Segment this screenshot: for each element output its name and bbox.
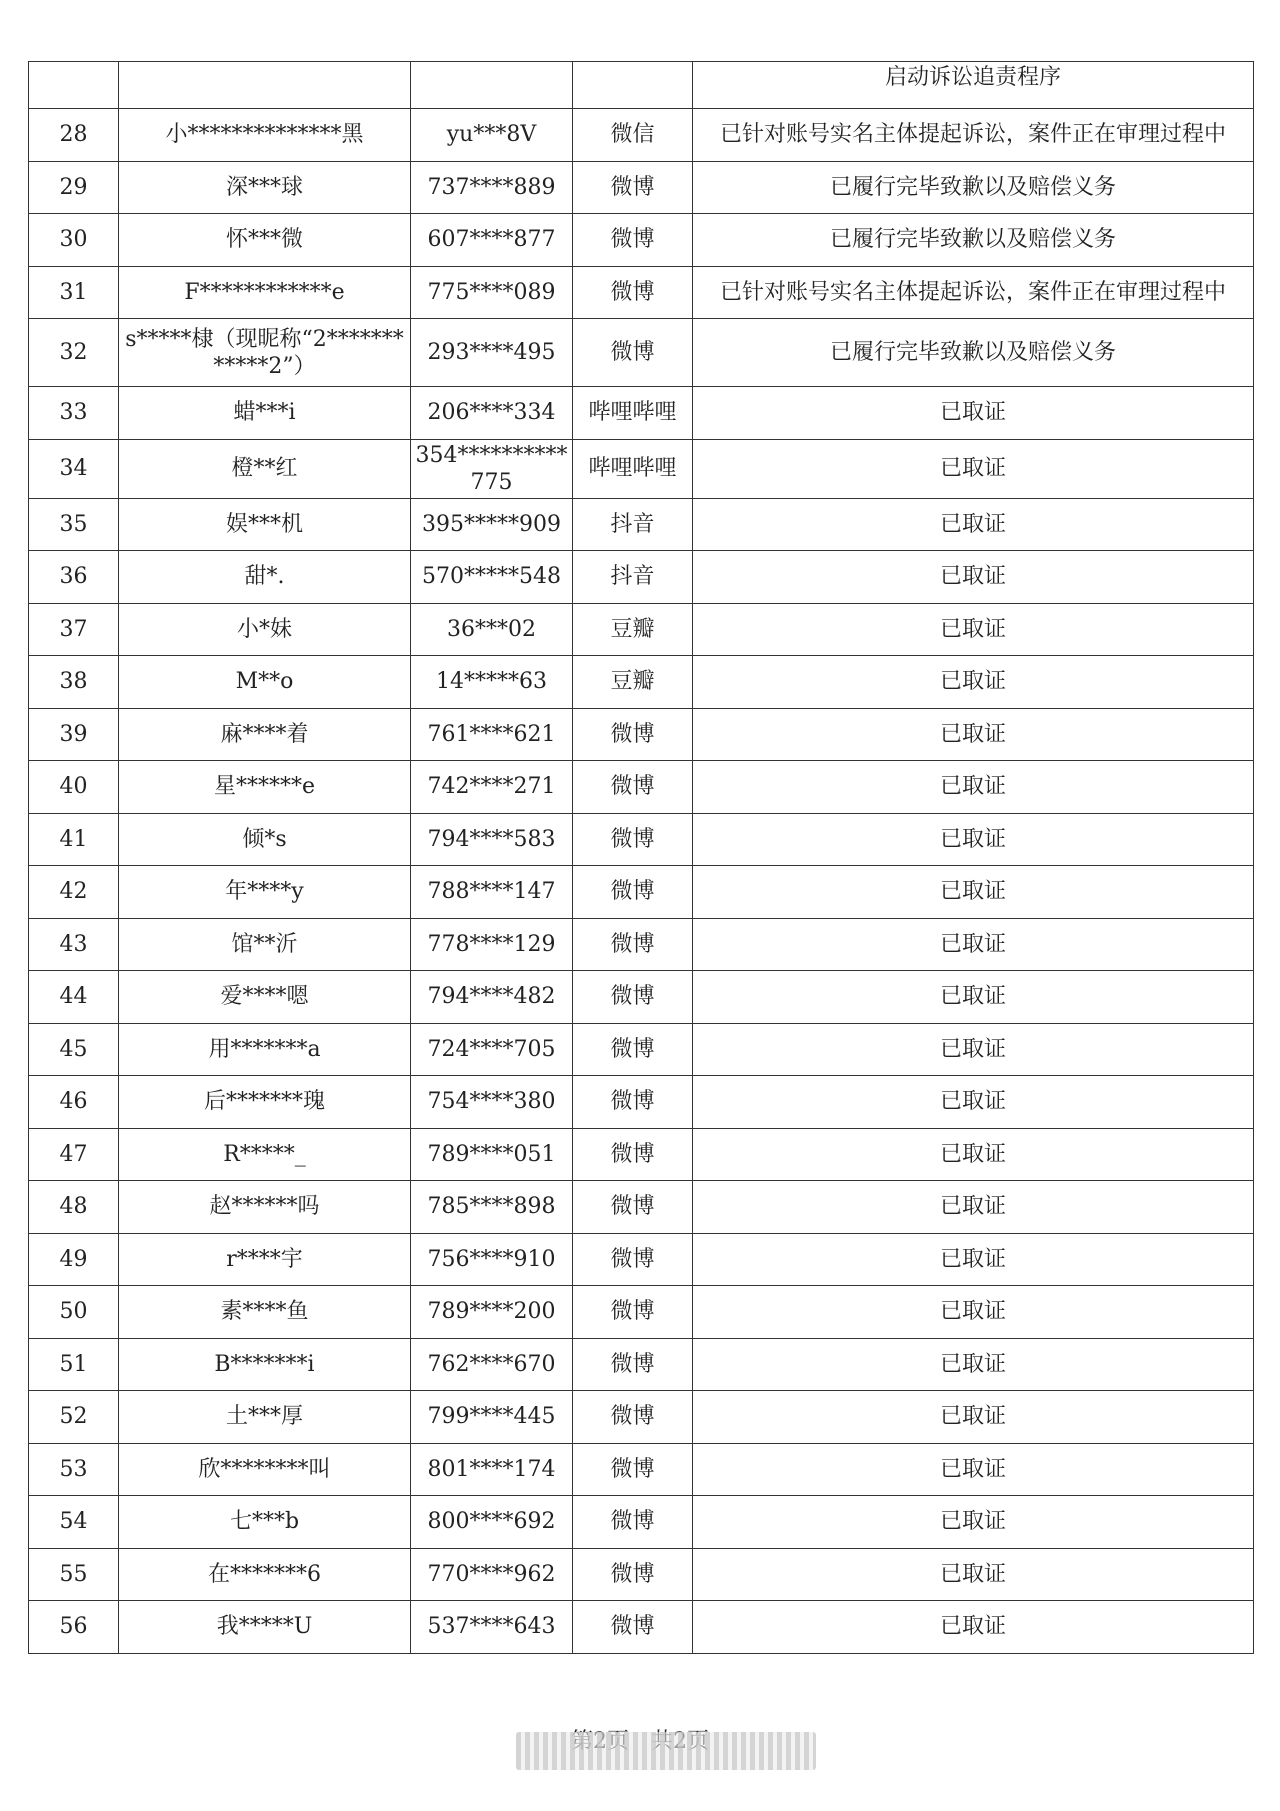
cell-status: 已取证 bbox=[693, 1076, 1254, 1129]
cell-status: 已取证 bbox=[693, 1443, 1254, 1496]
cell-account-name: 娱***机 bbox=[119, 498, 411, 551]
cell-number: 55 bbox=[29, 1548, 119, 1601]
cell-account-id: 354**********775 bbox=[411, 439, 573, 498]
table-row bbox=[29, 266, 1254, 319]
cell-status: 已取证 bbox=[693, 918, 1254, 971]
cell-account-id: 762****670 bbox=[411, 1338, 573, 1391]
document-page bbox=[28, 61, 1253, 1654]
cell-account-id: 293****495 bbox=[411, 319, 573, 387]
watermark-overlay bbox=[516, 1732, 816, 1770]
cell-account-id: 778****129 bbox=[411, 918, 573, 971]
cell-account-id: 799****445 bbox=[411, 1391, 573, 1444]
cell-platform: 微博 bbox=[573, 1601, 693, 1654]
cell-account-id: 789****051 bbox=[411, 1128, 573, 1181]
cell-number: 31 bbox=[29, 266, 119, 319]
cell-status: 已针对账号实名主体提起诉讼，案件正在审理过程中 bbox=[693, 109, 1254, 162]
table-body bbox=[29, 62, 1254, 1654]
cell-account-name: 用*******a bbox=[119, 1023, 411, 1076]
cell-status: 已履行完毕致歉以及赔偿义务 bbox=[693, 161, 1254, 214]
cell-platform: 微博 bbox=[573, 214, 693, 267]
cell-status: 已取证 bbox=[693, 1286, 1254, 1339]
cell-account-id: 761****621 bbox=[411, 708, 573, 761]
cell-platform bbox=[573, 62, 693, 109]
cell-platform: 微博 bbox=[573, 761, 693, 814]
cell-status: 已取证 bbox=[693, 1391, 1254, 1444]
table-row bbox=[29, 214, 1254, 267]
cell-platform: 微博 bbox=[573, 866, 693, 919]
cell-number: 29 bbox=[29, 161, 119, 214]
cell-number: 53 bbox=[29, 1443, 119, 1496]
cell-platform: 微博 bbox=[573, 1233, 693, 1286]
table-row bbox=[29, 1286, 1254, 1339]
table-row bbox=[29, 813, 1254, 866]
cell-number: 43 bbox=[29, 918, 119, 971]
cell-account-id: 754****380 bbox=[411, 1076, 573, 1129]
cell-number: 54 bbox=[29, 1496, 119, 1549]
cell-number: 45 bbox=[29, 1023, 119, 1076]
table-row bbox=[29, 387, 1254, 440]
cell-account-name: s*****棣（现昵称“2************2”） bbox=[119, 319, 411, 387]
cell-status: 已取证 bbox=[693, 656, 1254, 709]
cell-status: 已取证 bbox=[693, 387, 1254, 440]
cell-number: 35 bbox=[29, 498, 119, 551]
cell-platform: 微博 bbox=[573, 1286, 693, 1339]
cell-account-id: 794****482 bbox=[411, 971, 573, 1024]
cell-account-name: 欣********叫 bbox=[119, 1443, 411, 1496]
table-row-continued bbox=[29, 62, 1254, 109]
cell-status: 已取证 bbox=[693, 1023, 1254, 1076]
cell-account-name: 在*******6 bbox=[119, 1548, 411, 1601]
cell-platform: 抖音 bbox=[573, 551, 693, 604]
cell-account-name: 蜡***i bbox=[119, 387, 411, 440]
cell-account-id: 724****705 bbox=[411, 1023, 573, 1076]
table-row bbox=[29, 1076, 1254, 1129]
table-row bbox=[29, 918, 1254, 971]
cell-number bbox=[29, 62, 119, 109]
cell-status: 已取证 bbox=[693, 498, 1254, 551]
cell-status: 已取证 bbox=[693, 761, 1254, 814]
cell-number: 56 bbox=[29, 1601, 119, 1654]
cell-status: 已取证 bbox=[693, 1338, 1254, 1391]
cell-account-name: M**o bbox=[119, 656, 411, 709]
cell-platform: 微博 bbox=[573, 1023, 693, 1076]
table-row bbox=[29, 551, 1254, 604]
cell-platform: 抖音 bbox=[573, 498, 693, 551]
cell-status: 已履行完毕致歉以及赔偿义务 bbox=[693, 319, 1254, 387]
cell-account-id: 36***02 bbox=[411, 603, 573, 656]
cell-account-name: 小**************黑 bbox=[119, 109, 411, 162]
cell-platform: 微博 bbox=[573, 918, 693, 971]
cell-account-id: 785****898 bbox=[411, 1181, 573, 1234]
cell-account-id: 395*****909 bbox=[411, 498, 573, 551]
cell-account-name: 小*妹 bbox=[119, 603, 411, 656]
cell-status: 已取证 bbox=[693, 1496, 1254, 1549]
cell-account-name: 七***b bbox=[119, 1496, 411, 1549]
cell-account-id: 206****334 bbox=[411, 387, 573, 440]
cell-platform: 微博 bbox=[573, 161, 693, 214]
cell-account-id: 789****200 bbox=[411, 1286, 573, 1339]
cell-number: 50 bbox=[29, 1286, 119, 1339]
cell-number: 32 bbox=[29, 319, 119, 387]
cell-status: 已取证 bbox=[693, 708, 1254, 761]
cell-number: 40 bbox=[29, 761, 119, 814]
table-row bbox=[29, 1233, 1254, 1286]
table-row bbox=[29, 1023, 1254, 1076]
cell-account-id: 801****174 bbox=[411, 1443, 573, 1496]
table-row bbox=[29, 1338, 1254, 1391]
cell-account-id: 14*****63 bbox=[411, 656, 573, 709]
cell-platform: 哔哩哔哩 bbox=[573, 387, 693, 440]
cell-platform: 微博 bbox=[573, 319, 693, 387]
table-row bbox=[29, 1391, 1254, 1444]
cell-account-id: 788****147 bbox=[411, 866, 573, 919]
cell-number: 41 bbox=[29, 813, 119, 866]
cell-platform: 微信 bbox=[573, 109, 693, 162]
cell-account-id: 607****877 bbox=[411, 214, 573, 267]
cell-account-id: 775****089 bbox=[411, 266, 573, 319]
cell-account-name: 橙**红 bbox=[119, 439, 411, 498]
cell-status: 启动诉讼追责程序 bbox=[693, 62, 1254, 109]
cell-platform: 豆瓣 bbox=[573, 603, 693, 656]
cell-number: 52 bbox=[29, 1391, 119, 1444]
cell-account-name: 星******e bbox=[119, 761, 411, 814]
cell-account-name: 馆**沂 bbox=[119, 918, 411, 971]
table-row bbox=[29, 109, 1254, 162]
table-row bbox=[29, 1496, 1254, 1549]
table-row bbox=[29, 603, 1254, 656]
cell-account-id: 800****692 bbox=[411, 1496, 573, 1549]
cell-status: 已取证 bbox=[693, 1601, 1254, 1654]
cell-account-name: 土***厚 bbox=[119, 1391, 411, 1444]
cell-number: 51 bbox=[29, 1338, 119, 1391]
cell-account-name: F************e bbox=[119, 266, 411, 319]
cell-account-id bbox=[411, 62, 573, 109]
cell-status: 已取证 bbox=[693, 1233, 1254, 1286]
table-row bbox=[29, 1181, 1254, 1234]
table-row bbox=[29, 1128, 1254, 1181]
cell-number: 42 bbox=[29, 866, 119, 919]
cell-account-name: 素****鱼 bbox=[119, 1286, 411, 1339]
cell-account-id: 570*****548 bbox=[411, 551, 573, 604]
cell-number: 44 bbox=[29, 971, 119, 1024]
cell-number: 34 bbox=[29, 439, 119, 498]
cell-account-name: 后*******瑰 bbox=[119, 1076, 411, 1129]
cell-number: 38 bbox=[29, 656, 119, 709]
cell-account-id: 742****271 bbox=[411, 761, 573, 814]
cell-status: 已取证 bbox=[693, 1548, 1254, 1601]
table-row bbox=[29, 971, 1254, 1024]
cell-account-name: 怀***微 bbox=[119, 214, 411, 267]
cell-platform: 微博 bbox=[573, 971, 693, 1024]
cell-platform: 微博 bbox=[573, 1076, 693, 1129]
cell-status: 已取证 bbox=[693, 551, 1254, 604]
cell-status: 已取证 bbox=[693, 971, 1254, 1024]
cell-platform: 微博 bbox=[573, 813, 693, 866]
cell-platform: 微博 bbox=[573, 708, 693, 761]
cell-number: 48 bbox=[29, 1181, 119, 1234]
cell-platform: 微博 bbox=[573, 1391, 693, 1444]
cell-account-name: 爱****嗯 bbox=[119, 971, 411, 1024]
cell-account-name: 甜*. bbox=[119, 551, 411, 604]
cell-status: 已取证 bbox=[693, 1128, 1254, 1181]
cell-number: 30 bbox=[29, 214, 119, 267]
cell-number: 37 bbox=[29, 603, 119, 656]
cell-status: 已取证 bbox=[693, 603, 1254, 656]
cell-number: 33 bbox=[29, 387, 119, 440]
cell-platform: 微博 bbox=[573, 1338, 693, 1391]
cell-platform: 微博 bbox=[573, 1181, 693, 1234]
table-row bbox=[29, 498, 1254, 551]
cell-number: 46 bbox=[29, 1076, 119, 1129]
table-row bbox=[29, 1601, 1254, 1654]
table-row bbox=[29, 866, 1254, 919]
cell-account-id: yu***8V bbox=[411, 109, 573, 162]
table-row bbox=[29, 708, 1254, 761]
cell-account-name: 年****y bbox=[119, 866, 411, 919]
table-row bbox=[29, 1443, 1254, 1496]
cell-status: 已取证 bbox=[693, 813, 1254, 866]
table-row bbox=[29, 439, 1254, 498]
cell-account-id: 794****583 bbox=[411, 813, 573, 866]
cell-account-id: 770****962 bbox=[411, 1548, 573, 1601]
cell-platform: 微博 bbox=[573, 1496, 693, 1549]
cell-account-name: B*******i bbox=[119, 1338, 411, 1391]
cell-number: 49 bbox=[29, 1233, 119, 1286]
cell-status: 已针对账号实名主体提起诉讼，案件正在审理过程中 bbox=[693, 266, 1254, 319]
cell-number: 28 bbox=[29, 109, 119, 162]
cell-account-id: 537****643 bbox=[411, 1601, 573, 1654]
cell-account-name bbox=[119, 62, 411, 109]
cell-account-name: 麻****着 bbox=[119, 708, 411, 761]
cell-account-name: r****宇 bbox=[119, 1233, 411, 1286]
cell-account-name: R*****_ bbox=[119, 1128, 411, 1181]
table-row bbox=[29, 1548, 1254, 1601]
cell-account-name: 我*****U bbox=[119, 1601, 411, 1654]
cell-status: 已取证 bbox=[693, 866, 1254, 919]
table-row bbox=[29, 761, 1254, 814]
cell-account-name: 深***球 bbox=[119, 161, 411, 214]
cell-platform: 豆瓣 bbox=[573, 656, 693, 709]
cell-platform: 哔哩哔哩 bbox=[573, 439, 693, 498]
cell-platform: 微博 bbox=[573, 266, 693, 319]
cell-number: 36 bbox=[29, 551, 119, 604]
cell-number: 47 bbox=[29, 1128, 119, 1181]
table-row bbox=[29, 319, 1254, 387]
cell-status: 已取证 bbox=[693, 439, 1254, 498]
cell-status: 已取证 bbox=[693, 1181, 1254, 1234]
cell-platform: 微博 bbox=[573, 1443, 693, 1496]
cell-account-id: 756****910 bbox=[411, 1233, 573, 1286]
cell-account-id: 737****889 bbox=[411, 161, 573, 214]
cell-number: 39 bbox=[29, 708, 119, 761]
cell-platform: 微博 bbox=[573, 1128, 693, 1181]
infringement-table bbox=[28, 61, 1254, 1654]
cell-account-name: 赵******吗 bbox=[119, 1181, 411, 1234]
cell-account-name: 倾*s bbox=[119, 813, 411, 866]
table-row bbox=[29, 656, 1254, 709]
cell-platform: 微博 bbox=[573, 1548, 693, 1601]
table-row bbox=[29, 161, 1254, 214]
cell-status: 已履行完毕致歉以及赔偿义务 bbox=[693, 214, 1254, 267]
